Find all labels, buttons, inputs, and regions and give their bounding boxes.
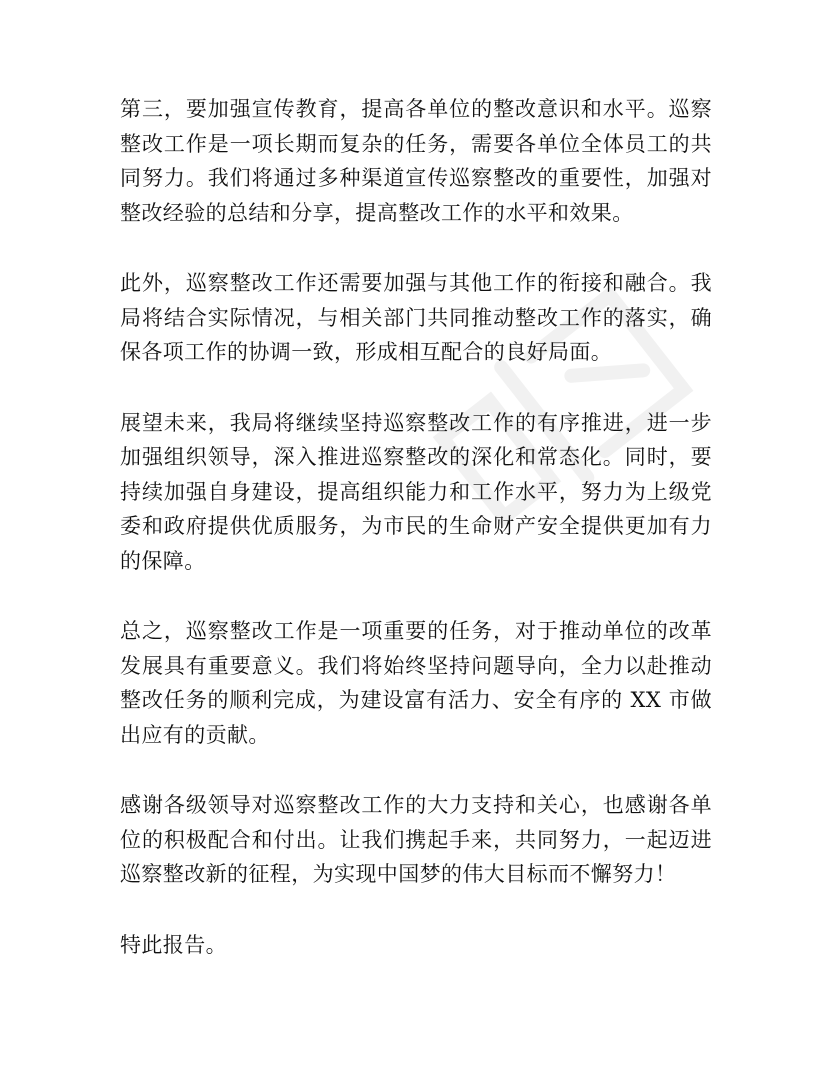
paragraph-thanks: 感谢各级领导对巡察整改工作的大力支持和关心，也感谢各单位的积极配合和付出。让我们携起手来，共同努力，一起迈进巡察整改新的征程，为实现中国梦的伟大目标而不懈努力！ xyxy=(120,793,712,886)
paragraph-coordination: 此外，巡察整改工作还需要加强与其他工作的衔接和融合。我局将结合实际情况，与相关部门共同推动整改工作的落实，确保各项工作的协调一致，形成相互配合的良好局面。 xyxy=(120,271,712,364)
paragraph-publicity-education: 第三，要加强宣传教育，提高各单位的整改意识和水平。巡察整改工作是一项长期而复杂的任务，需要各单位全体员工的共同努力。我们将通过多种渠道宣传巡察整改的重要性，加强对整改经验的总结和分享，提高整改工作的水平和效果。 xyxy=(120,97,712,225)
paragraph-outlook: 展望未来，我局将继续坚持巡察整改工作的有序推进，进一步加强组织领导，深入推进巡察整改的深化和常态化。同时，要持续加强自身建设，提高组织能力和工作水平，努力为上级党委和政府提供优质服务，为市民的生命财产安全提供更加有力的保障。 xyxy=(120,410,712,573)
document-body xyxy=(120,92,712,962)
paragraph-summary: 总之，巡察整改工作是一项重要的任务，对于推动单位的改革发展具有重要意义。我们将始终坚持问题导向，全力以赴推动整改任务的顺利完成，为建设富有活力、安全有序的 XX 市做出应有的贡献。 xyxy=(120,619,712,747)
closing-line: 特此报告。 xyxy=(120,932,227,957)
